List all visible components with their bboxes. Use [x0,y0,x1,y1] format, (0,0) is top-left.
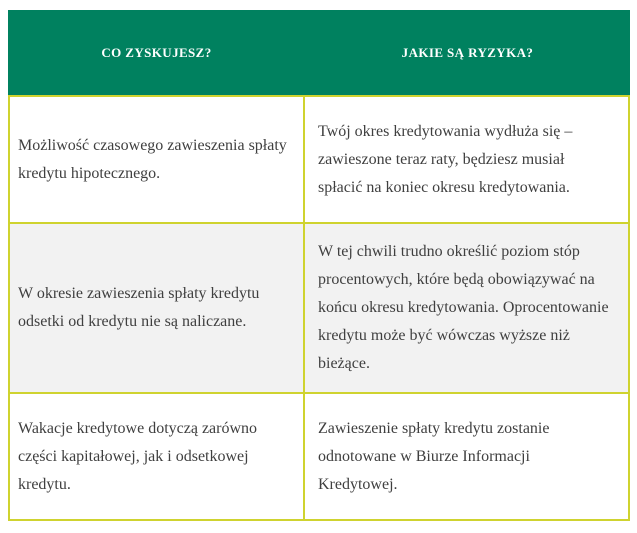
risk-cell [305,394,628,519]
gain-text: W okresie zawieszenia spłaty kredytu odsetki od kredytu nie są naliczane. [18,285,260,330]
risk-text: Twój okres kredytowania wydłuża się – zawieszone teraz raty, będziesz musiał spłacić na koniec okresu kredytowania. [318,122,573,196]
gain-cell [10,97,305,222]
risk-cell [305,224,628,392]
table-row [10,97,628,222]
gain-cell [10,394,305,519]
risks-column-header: JAKIE SĄ RYZYKA? [401,44,534,60]
gain-text: Wakacje kredytowe dotyczą zarówno części kapitałowej, jak i odsetkowej kredytu. [18,419,258,493]
gain-text: Możliwość czasowego zawieszenia spłaty kredytu hipotecznego. [18,136,287,182]
table-header [8,10,630,95]
gain-cell [10,224,305,392]
gains-column-header: CO ZYSKUJESZ? [101,44,212,60]
table-body [8,97,630,521]
risk-cell [305,97,628,222]
credit-holidays-comparison-table [8,10,630,521]
table-row [10,392,628,519]
table-row [10,222,628,392]
risk-text: W tej chwili trudno określić poziom stóp procentowych, które będą obowiązywać na końcu okresu kredytowania. Oprocentowanie kredytu może być wówczas wyższe niż bieżące. [318,243,609,372]
risk-text: Zawieszenie spłaty kredytu zostanie odnotowane w Biurze Informacji Kredytowej. [318,419,550,493]
